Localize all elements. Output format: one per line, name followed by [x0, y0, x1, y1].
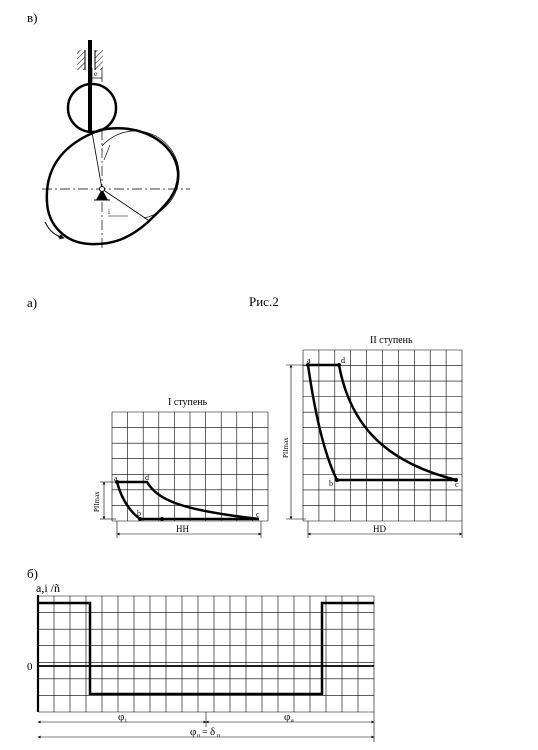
section-label-v: в) — [27, 10, 38, 25]
radius-i-label: i — [108, 208, 110, 216]
section-label-a: а) — [27, 295, 38, 310]
stage1-point-c: c — [256, 510, 260, 519]
stage2-pmax-label: PIImax — [282, 437, 290, 458]
stage2-point-c: c — [455, 480, 459, 489]
phi1-label: φ — [118, 711, 125, 723]
stage1-point-d: d — [145, 473, 149, 482]
cam-mechanism — [42, 40, 190, 250]
total-delta-sub: o — [217, 733, 220, 739]
stage2-point-b: b — [329, 479, 333, 488]
stage2-diagram — [282, 335, 462, 538]
stage2-point-d: d — [341, 356, 345, 365]
section-label-b: б) — [27, 566, 38, 581]
stage1-point-b: b — [137, 509, 141, 518]
acceleration-step-curve — [38, 603, 374, 694]
figure-caption: Рис.2 — [249, 294, 279, 309]
total-phi-label: φ — [190, 726, 197, 738]
stage2-title: II ступень — [370, 335, 413, 346]
stage1-diagram — [93, 397, 268, 538]
cam-center — [100, 187, 105, 192]
stage1-point-a: a — [114, 474, 118, 483]
stage1-grid — [112, 412, 268, 521]
offset-e-label: e — [94, 70, 98, 78]
stage2-grid — [303, 350, 462, 521]
stage2-h-label: HD — [373, 524, 386, 534]
graph-ylabel: a,i /ñ — [36, 581, 60, 595]
guide-hatch-left — [77, 50, 85, 70]
guide-hatch-right — [95, 50, 103, 70]
stage2-curve-ab-bc — [308, 365, 456, 480]
stage2-point-a: a — [307, 356, 311, 365]
total-phi-sub: o — [197, 733, 200, 739]
phi2-label: φ — [284, 711, 291, 723]
follower-rod — [88, 40, 92, 132]
total-delta-label: δ — [210, 726, 216, 738]
acceleration-graph — [27, 581, 374, 742]
phi1-sub: i — [125, 718, 127, 724]
svg-text:=: = — [202, 727, 208, 738]
stage1-pmax-label: PIImax — [93, 491, 101, 512]
base-circle — [102, 131, 179, 218]
omega-label: ω — [58, 232, 63, 240]
stage1-h-label: HH — [176, 524, 189, 534]
graph-zero-label: 0 — [27, 661, 33, 673]
phi2-sub: a — [291, 718, 294, 724]
cam-profile — [47, 128, 178, 244]
stage1-title: I ступень — [168, 397, 208, 408]
